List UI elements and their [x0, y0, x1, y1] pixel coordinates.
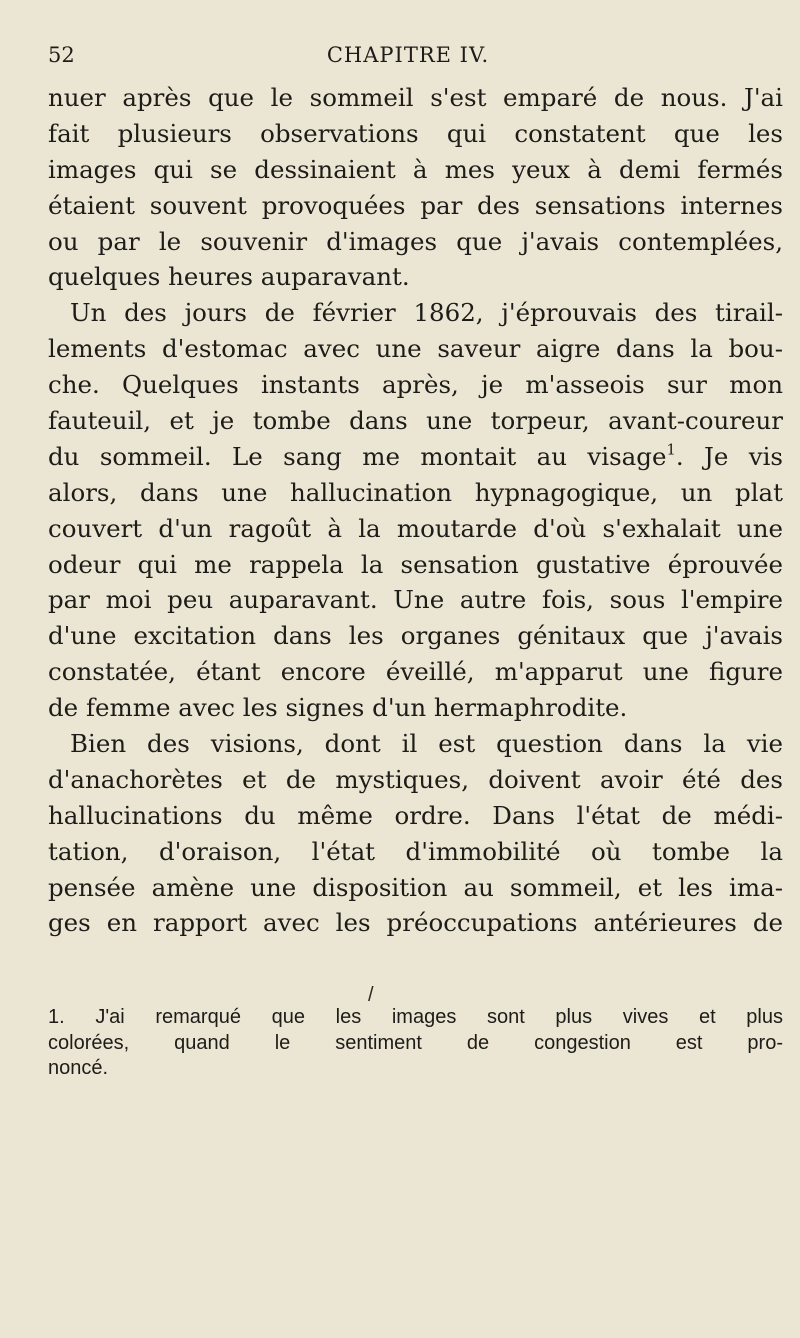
text-line: odeur qui me rappela la sensation gustative éprouvée: [48, 549, 783, 579]
footnote: [48, 1005, 783, 1082]
text-line: d'anachorètes et de mystiques, doivent avoir été des: [48, 764, 783, 794]
page-number: 52: [48, 43, 75, 67]
footnote-line: 1. J'ai remarqué que les images sont plus vives et plus: [48, 1006, 783, 1028]
text-line: nuer après que le sommeil s'est emparé de nous. J'ai: [48, 83, 783, 112]
text-line: tation, d'oraison, l'état d'immobilité où tombe la: [48, 836, 783, 866]
text-line: d'une excitation dans les organes génitaux que j'avais: [48, 621, 783, 651]
text-line: fait plusieurs observations qui constatent que les: [48, 118, 783, 148]
text-line: images qui se dessinaient à mes yeux à demi fermés: [48, 154, 783, 184]
footnote-line: noncé.: [48, 1057, 109, 1080]
text-line: couvert d'un ragoût à la moutarde d'où s'exhalait une: [48, 513, 783, 543]
text-line-part: du sommeil. Le sang me montait au visage: [48, 441, 667, 471]
body-text: [48, 80, 783, 941]
footnote-separator: /: [368, 984, 374, 1006]
text-line: ges en rapport avec les préoccupations antérieures de: [48, 908, 783, 938]
text-line: de femme avec les signes d'un hermaphrodite.: [48, 693, 628, 723]
footnote-ref-marker: 1: [666, 441, 676, 459]
text-line: Un des jours de février 1862, j'éprouvais des tirail-: [70, 298, 783, 328]
text-line-with-footnote-ref: [48, 439, 783, 475]
text-line: che. Quelques instants après, je m'asseois sur mon: [48, 370, 783, 400]
footnote-line: colorées, quand le sentiment de congestion est pro-: [48, 1031, 783, 1054]
text-line: ou par le souvenir d'images que j'avais contemplées,: [48, 226, 783, 256]
text-line: constatée, étant encore éveillé, m'apparut une figure: [48, 657, 783, 687]
text-line: Bien des visions, dont il est question dans la vie: [70, 729, 783, 759]
running-head: CHAPITRE IV.: [326, 43, 490, 67]
text-line: lements d'estomac avec une saveur aigre dans la bou-: [48, 334, 783, 364]
text-line: fauteuil, et je tombe dans une torpeur, avant-coureur: [48, 406, 783, 436]
text-line: pensée amène une disposition au sommeil, et les ima-: [48, 872, 783, 902]
text-line: quelques heures auparavant.: [48, 262, 410, 292]
page-header: [48, 40, 768, 70]
text-line: étaient souvent provoquées par des sensations internes: [48, 190, 783, 220]
text-line: alors, dans une hallucination hypnagogique, un plat: [48, 477, 783, 507]
text-line: hallucinations du même ordre. Dans l'état de médi-: [48, 800, 783, 830]
text-line: par moi peu auparavant. Une autre fois, sous l'empire: [48, 585, 783, 615]
text-line-part: . Je vis: [675, 441, 784, 471]
